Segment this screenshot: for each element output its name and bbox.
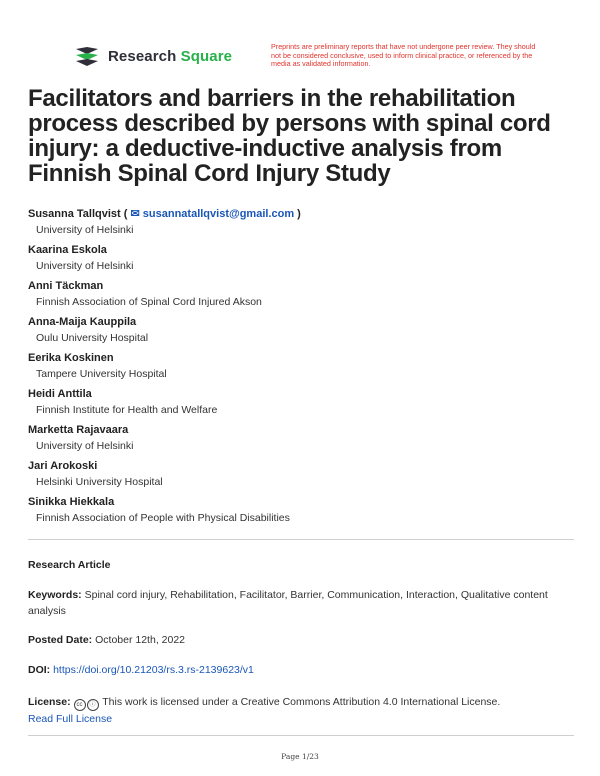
author-name: Kaarina Eskola: [28, 244, 107, 256]
author-item: [28, 279, 578, 315]
author-item: [28, 387, 578, 423]
license-text: This work is licensed under a Creative Commons Attribution 4.0 International License.: [102, 696, 501, 708]
posted-date-value: October 12th, 2022: [95, 634, 186, 646]
author-item: Susanna Tallqvist ( ✉ susannatallqvist@gmail.com ) University of Helsinki: [28, 207, 578, 243]
author-name: Eerika Koskinen: [28, 352, 114, 364]
doi-label: DOI:: [28, 664, 51, 676]
keywords: [28, 587, 576, 619]
author-email-link[interactable]: susannatallqvist@gmail.com: [142, 208, 295, 220]
author-affiliation: University of Helsinki: [36, 440, 134, 452]
author-name: Jari Arokoski: [28, 460, 98, 472]
author-item: [28, 351, 578, 387]
divider: [28, 735, 574, 736]
by-icon: ⓘ: [87, 699, 99, 711]
preprint-notice: Preprints are preliminary reports that have not undergone peer review. They should not be considered conclusive, used to inform clinical practice, or referenced by the media as validated information.: [271, 42, 536, 69]
author-item: [28, 495, 578, 531]
cc-icon: cc: [74, 699, 86, 711]
author-name: Heidi Anttila: [28, 388, 92, 400]
author-item: [28, 243, 578, 279]
divider: [28, 539, 574, 540]
author-affiliation: Finnish Institute for Health and Welfare: [36, 404, 218, 416]
doi: [28, 662, 576, 678]
posted-date-label: Posted Date:: [28, 634, 93, 646]
author-name: Sinikka Hiekkala: [28, 496, 115, 508]
author-affiliation: University of Helsinki: [36, 260, 134, 272]
author-affiliation: Finnish Association of People with Physical Disabilities: [36, 512, 290, 524]
keywords-label: Keywords:: [28, 589, 82, 601]
author-affiliation: University of Helsinki: [36, 224, 134, 236]
author-affiliation: Finnish Association of Spinal Cord Injured Akson: [36, 296, 262, 308]
research-square-logo-icon: [74, 46, 100, 66]
author-item: [28, 423, 578, 459]
article-type: Research Article: [28, 559, 111, 571]
logo-text: Research Square: [108, 47, 233, 65]
author-affiliation: Tampere University Hospital: [36, 368, 167, 380]
page-number: Page 1/23: [281, 752, 319, 761]
read-full-license-link[interactable]: Read Full License: [28, 713, 113, 725]
research-square-logo[interactable]: [74, 46, 232, 66]
paper-title: Facilitators and barriers in the rehabilitation process described by persons with spinal cord injury: a deductive-inductive analysis from Finnish Spinal Cord Injury Study: [28, 85, 551, 187]
author-item: [28, 459, 578, 495]
license: [28, 694, 576, 727]
author-name: Anna-Maija Kauppila: [28, 316, 137, 328]
license-label: License:: [28, 696, 71, 708]
keywords-value: Spinal cord injury, Rehabilitation, Facilitator, Barrier, Communication, Interaction, Qualitative content analysis: [28, 589, 548, 617]
author-item: [28, 315, 578, 351]
mail-icon: ✉: [130, 208, 140, 220]
author-name: Marketta Rajavaara: [28, 424, 129, 436]
author-affiliation: Oulu University Hospital: [36, 332, 149, 344]
author-name: Anni Täckman: [28, 280, 104, 292]
author-affiliation: Helsinki University Hospital: [36, 476, 163, 488]
author-name: Susanna Tallqvist: [28, 208, 121, 220]
posted-date: [28, 632, 576, 648]
author-list: [28, 207, 578, 531]
doi-link[interactable]: https://doi.org/10.21203/rs.3.rs-2139623/v1: [53, 664, 254, 676]
